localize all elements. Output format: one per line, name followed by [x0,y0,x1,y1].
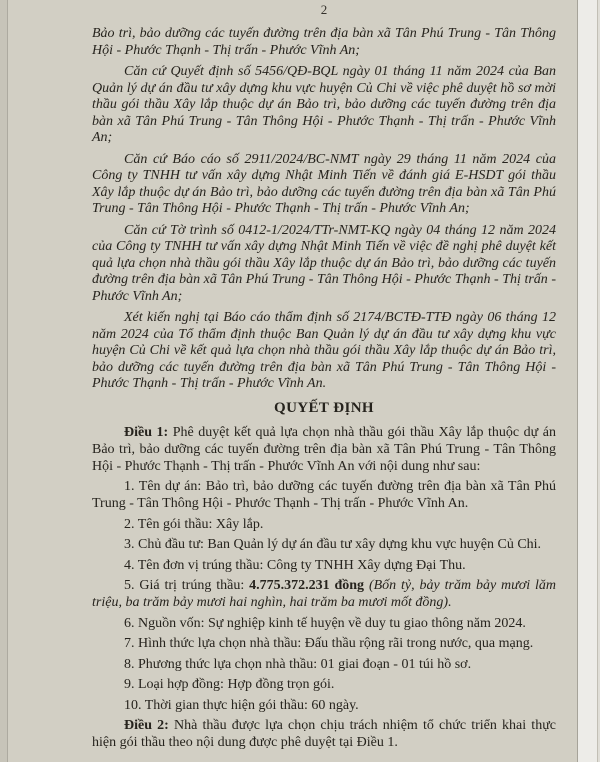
scan-right-strip [577,0,598,762]
article-2-label: Điều 2: [124,718,169,733]
article-1-section [92,424,556,714]
list-item-project-name: 1. Tên dự án: Bảo trì, bảo dưỡng các tuyến đường trên địa bàn xã Tân Phú Trung - Tân Thông Hội - Phước Thạnh - Thị trấn - Phước Vĩnh An. [92,479,556,511]
citation-paragraph: Căn cứ Quyết định số 5456/QĐ-BQL ngày 01 tháng 11 năm 2024 của Ban Quản lý dự án đầu tư xây dựng khu vực huyện Củ Chi về việc phê duyệt hồ sơ mời thầu gói thầu Xây lắp thuộc dự án Bảo trì, bảo dưỡng các tuyến đường trên địa bàn xã Tân Phú Trung - Tân Thông Hội - Phước Thạnh - Thị trấn - Phước Vĩnh An; [92,64,556,145]
list-item-investor: 3. Chủ đầu tư: Ban Quản lý dự án đầu tư xây dựng khu vực huyện Củ Chi. [124,537,542,552]
list-item-selection-form: 7. Hình thức lựa chọn nhà thầu: Đấu thầu rộng rãi trong nước, qua mạng. [124,636,534,651]
list-item-duration: 10. Thời gian thực hiện gói thầu: 60 ngày. [124,697,359,713]
scan-left-line [7,0,8,762]
article-1-paragraph [92,424,556,475]
bid-value-prefix: 5. Giá trị trúng thầu: [124,578,245,593]
scan-left-edge [0,0,7,762]
citation-paragraph: Căn cứ Tờ trình số 0412-1/2024/TTr-NMT-KQ ngày 04 tháng 12 năm 2024 của Công ty TNHH tư vấn xây dựng Nhật Minh Tiến về việc đề nghị phê duyệt kết quả lựa chọn nhà thầu gói thầu Xây lắp thuộc dự án Bảo trì, bảo dưỡng các tuyến đường trên địa bàn xã Tân Phú Trung - Tân Thông Hội - Phước Thạnh - Thị trấn - Phước Vĩnh An; [92,222,556,304]
bid-value-amount-words: (Bốn tỷ, bảy trăm bảy mươi lăm triệu, ba trăm bảy mươi hai nghìn, hai trăm ba mươi mốt đồng). [92,578,557,610]
preamble-section [92,26,556,393]
article-1-text: Phê duyệt kết quả lựa chọn nhà thầu gói thầu Xây lắp thuộc dự án Bảo trì, bảo dưỡng các tuyến đường trên địa bàn xã Tân Phú Trung - Tân Thông Hội - Phước Thạnh - Thị trấn - Phước Vĩnh An với nội dung như sau: [92,424,556,474]
document-page [92,2,556,755]
page-number: 2 [320,2,328,17]
list-item-package-name: 2. Tên gói thầu: Xây lắp. [124,516,264,532]
list-item-winning-contractor: 4. Tên đơn vị trúng thầu: Công ty TNHH Xây dựng Đại Thu. [124,557,466,573]
list-item-contract-type: 9. Loại hợp đồng: Hợp đồng trọn gói. [124,677,335,692]
preamble-continuation: Bảo trì, bảo dưỡng các tuyến đường trên địa bàn xã Tân Phú Trung - Tân Thông Hội - Phước Thạnh - Thị trấn - Phước Vĩnh An; [92,26,556,58]
list-item-winning-bid-value [92,577,556,611]
article-2-text: Nhà thầu được lựa chọn chịu trách nhiệm tổ chức triển khai thực hiện gói thầu theo nội dung được phê duyệt tại Điều 1. [92,718,556,750]
decision-heading: QUYẾT ĐỊNH [274,399,374,416]
article-2-paragraph [92,717,556,751]
citation-paragraph: Xét kiến nghị tại Báo cáo thẩm định số 2174/BCTĐ-TTĐ ngày 06 tháng 12 năm 2024 của Tổ thẩm định thuộc Ban Quản lý dự án đầu tư xây dựng khu vực huyện Củ Chi về kết quả lựa chọn nhà thầu gói thầu Xây lắp thuộc dự án Bảo trì, bảo dưỡng các tuyến đường trên địa bàn xã Tân Phú Trung - Tân Thông Hội - Phước Thạnh - Thị trấn - Phước Vĩnh An. [92,310,556,391]
bid-value-amount: 4.775.372.231 đồng [249,578,365,593]
article-2-section [92,717,556,751]
list-item-selection-method: 8. Phương thức lựa chọn nhà thầu: 01 giai đoạn - 01 túi hồ sơ. [124,656,472,672]
list-item-funding-source: 6. Nguồn vốn: Sự nghiệp kinh tế huyện về duy tu giao thông năm 2024. [124,615,526,631]
citation-paragraph: Căn cứ Báo cáo số 2911/2024/BC-NMT ngày 29 tháng 11 năm 2024 của Công ty TNHH tư vấn xây dựng Nhật Minh Tiến về đánh giá E-HSDT gói thầu Xây lắp thuộc dự án Bảo trì, bảo dưỡng các tuyến đường trên địa bàn xã Tân Phú Trung - Tân Thông Hội - Phước Thạnh - Thị trấn - Phước Vĩnh An; [92,151,556,216]
article-1-label: Điều 1: [124,424,169,440]
